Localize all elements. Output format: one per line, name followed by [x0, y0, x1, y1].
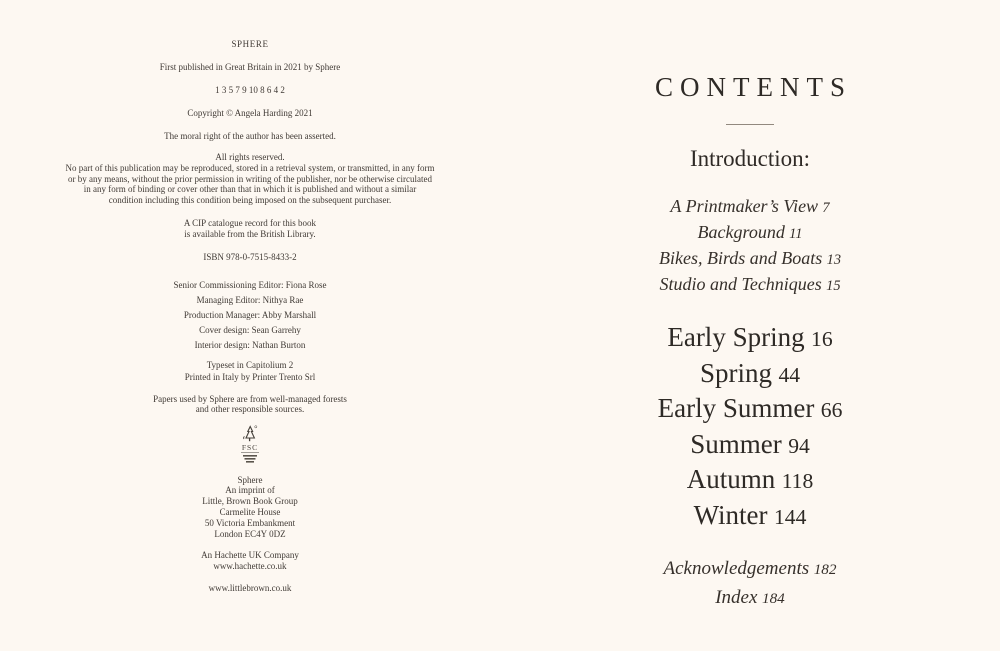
- toc-item-page: 16: [811, 327, 833, 351]
- moral-right-line: The moral right of the author has been asserted.: [164, 131, 336, 141]
- toc-item-index: [520, 584, 980, 613]
- toc-item-label: Studio and Techniques: [659, 274, 822, 294]
- toc-item-label: Background: [697, 222, 785, 242]
- hachette-info: [35, 550, 465, 572]
- credit-line: Managing Editor: Nithya Rae: [196, 294, 304, 305]
- print-number-line: 1 3 5 7 9 10 8 6 4 2: [215, 85, 285, 95]
- rights-line: in any form of binding or cover other than that in which it is published and without a similar: [83, 184, 417, 195]
- imprint-line: Sphere: [237, 474, 263, 485]
- toc-item-label: Early Spring: [667, 322, 805, 352]
- publisher-name: SPHERE: [231, 39, 269, 49]
- toc-item-label: Spring: [699, 357, 772, 388]
- toc-item-early-summer: [520, 392, 980, 428]
- rights-notice: [35, 152, 465, 206]
- littlebrown-url: www.littlebrown.co.uk: [208, 582, 292, 593]
- toc-item-label: Winter: [693, 499, 768, 530]
- typeset-line: Typeset in Capitolium 2: [206, 359, 294, 370]
- contents-column: [520, 0, 980, 613]
- typeset-printing-info: [35, 359, 465, 383]
- imprint-line: 50 Victoria Embankment: [204, 517, 296, 528]
- first-published-line: First published in Great Britain in 2021 by Sphere: [159, 62, 341, 72]
- contents-page: [500, 0, 1000, 651]
- toc-item-page: 118: [781, 469, 814, 493]
- toc-item-page: 7: [822, 200, 830, 216]
- rights-line: or by any means, without the prior permission in writing of the publisher, nor be otherwise circulated: [67, 173, 433, 184]
- cip-line: is available from the British Library.: [184, 228, 316, 239]
- toc-item-acknowledgements: [520, 555, 980, 584]
- toc-item-summer: [520, 428, 980, 464]
- credit-line: Senior Commissioning Editor: Fiona Rose: [173, 279, 327, 290]
- paper-sourcing-note: [35, 394, 465, 415]
- toc-item-studio-techniques: [520, 272, 980, 298]
- introduction-heading: Introduction:: [689, 146, 811, 171]
- toc-item-page: 13: [826, 252, 842, 268]
- copyright-line: Copyright © Angela Harding 2021: [187, 108, 313, 118]
- isbn-line: ISBN 978-0-7515-8433-2: [203, 251, 297, 262]
- toc-item-background: [520, 220, 980, 246]
- toc-item-spring: [520, 357, 980, 393]
- toc-item-printmakers-view: [520, 194, 980, 220]
- hachette-line: An Hachette UK Company: [201, 550, 299, 561]
- title-divider: [726, 124, 774, 125]
- svg-text:FSC: FSC: [241, 442, 259, 452]
- fsc-tree-icon: [233, 423, 267, 467]
- imprint-line: Carmelite House: [219, 506, 281, 517]
- papers-line: and other responsible sources.: [195, 404, 305, 415]
- fsc-smallprint: [243, 455, 257, 463]
- toc-item-page: 66: [820, 398, 843, 422]
- toc-item-label: Bikes, Birds and Boats: [658, 248, 823, 268]
- rights-line: No part of this publication may be reproduced, stored in a retrieval system, or transmitted, in any form: [65, 162, 435, 173]
- contents-title: CONTENTS: [655, 72, 852, 102]
- credit-line: Cover design: Sean Garrehy: [199, 324, 301, 335]
- toc-item-autumn: [520, 463, 980, 499]
- introduction-items: [520, 194, 980, 298]
- toc-item-page: 11: [789, 226, 803, 242]
- imprint-line: London EC4Y 0DZ: [214, 528, 286, 539]
- toc-item-page: 94: [788, 433, 810, 458]
- toc-item-page: 44: [778, 362, 801, 387]
- staff-credits: [35, 278, 465, 353]
- credit-line: Production Manager: Abby Marshall: [183, 309, 317, 320]
- toc-item-bikes-birds-boats: [520, 246, 980, 272]
- papers-line: Papers used by Sphere are from well-managed forests: [153, 393, 347, 404]
- copyright-page-column: [35, 0, 465, 594]
- toc-item-label: Summer: [690, 428, 782, 459]
- toc-item-page: 144: [773, 504, 807, 529]
- toc-item-label: Acknowledgements: [663, 558, 810, 579]
- toc-item-page: 15: [826, 278, 841, 294]
- toc-item-label: Autumn: [686, 464, 776, 494]
- rights-line: All rights reserved.: [215, 152, 285, 162]
- printed-line: Printed in Italy by Printer Trento Srl: [184, 371, 316, 382]
- cip-notice: [35, 218, 465, 240]
- season-chapters: [520, 321, 980, 534]
- hachette-url: www.hachette.co.uk: [213, 561, 287, 572]
- fsc-logo: [228, 423, 272, 467]
- imprint-address: [35, 475, 465, 540]
- imprint-line: An imprint of: [225, 485, 275, 496]
- toc-item-page: 184: [761, 590, 785, 607]
- end-matter-items: [520, 555, 980, 613]
- toc-item-early-spring: [520, 321, 980, 357]
- toc-item-winter: [520, 499, 980, 535]
- toc-item-label: Index: [715, 587, 758, 608]
- cip-line: A CIP catalogue record for this book: [183, 217, 317, 228]
- toc-item-label: Early Summer: [657, 393, 815, 423]
- toc-item-page: 182: [813, 561, 837, 578]
- toc-item-label: A Printmaker’s View: [670, 196, 819, 216]
- imprint-line: Little, Brown Book Group: [202, 496, 298, 507]
- credit-line: Interior design: Nathan Burton: [194, 339, 306, 350]
- rights-line: condition including this condition being imposed on the subsequent purchaser.: [108, 195, 392, 206]
